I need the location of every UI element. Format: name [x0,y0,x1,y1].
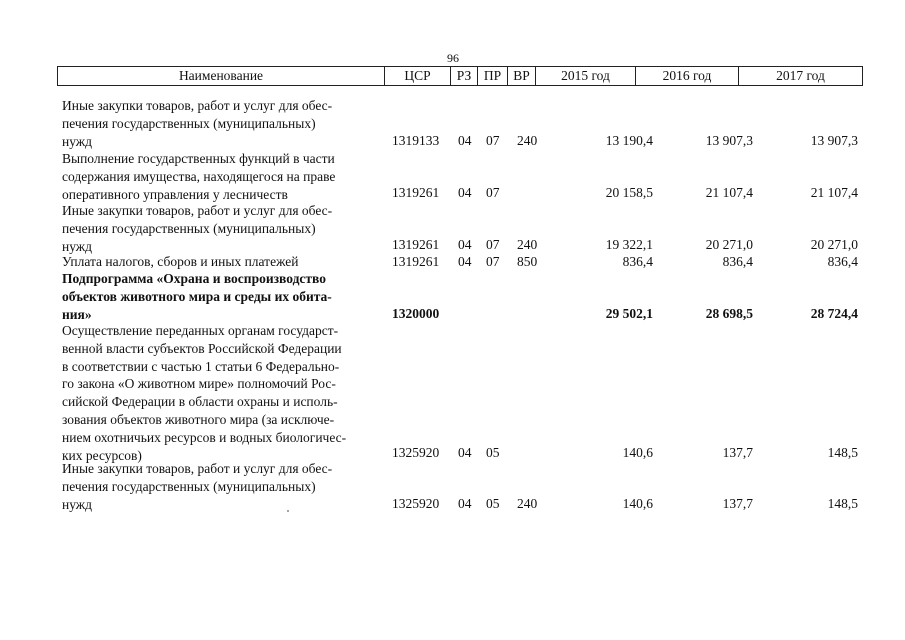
row-rz: 04 [458,445,472,460]
row-csr: 1319261 [392,254,440,269]
row-2017: 148,5 [827,445,858,460]
row-2015: 836,4 [622,254,653,269]
row-2015: 13 190,4 [605,133,653,148]
row-rz: 04 [458,496,472,511]
row-csr: 1325920 [392,496,440,511]
row-2016: 28 698,5 [705,306,753,321]
row-2017: 20 271,0 [810,237,858,252]
row-2015: 29 502,1 [605,306,653,321]
header-2016: 2016 год [636,67,739,85]
row-name: Подпрограмма «Охрана и воспроизводство объектов животного мира и среды их обита- ния» [62,271,332,322]
row-2017: 21 107,4 [810,185,858,200]
row-name: Осуществление переданных органам государст- венной власти субъектов Российской Федерации в соответствии с частью 1 статьи 6 Федерально- го закона «О животном мире» полномочий Рос- сийской Федерации в области охраны и исполь- зования объектов животного мира (за исключе- нием охотничьих ресурсов и водных биологичес- ких ресурсов) [62,323,347,463]
row-2017: 13 907,3 [810,133,858,148]
header-name: Наименование [58,67,385,85]
row-2016: 21 107,4 [705,185,753,200]
row-2015: 20 158,5 [605,185,653,200]
row-rz: 04 [458,254,472,269]
header-2015: 2015 год [536,67,636,85]
row-vr: 240 [517,133,538,148]
row-rz: 04 [458,133,472,148]
row-pr: 05 [486,445,500,460]
row-rz: 04 [458,185,472,200]
row-csr: 1319261 [392,185,440,200]
row-csr: 1325920 [392,445,440,460]
row-2015: 140,6 [622,445,653,460]
row-name: Иные закупки товаров, работ и услуг для обес- печения государственных (муниципальных) нужд [62,461,333,512]
row-name: Выполнение государственных функций в части содержания имущества, находящегося на праве оперативного управления у лесничеств [62,151,336,202]
row-2017: 28 724,4 [810,306,858,321]
row-csr: 1320000 [392,306,440,321]
header-2017: 2017 год [776,68,825,83]
row-2016: 20 271,0 [705,237,753,252]
row-pr: 07 [486,133,500,148]
row-2016: 13 907,3 [705,133,753,148]
row-csr: 1319133 [392,133,440,148]
row-pr: 05 [486,496,500,511]
row-2016: 836,4 [722,254,753,269]
row-pr: 07 [486,185,500,200]
row-name: Иные закупки товаров, работ и услуг для обес- печения государственных (муниципальных) нужд [62,98,333,149]
header-pr: ПР [478,67,508,85]
row-2016: 137,7 [722,496,753,511]
row-2016: 137,7 [722,445,753,460]
row-rz: 04 [458,237,472,252]
table-header [57,66,863,86]
header-vr: ВР [508,67,536,85]
row-name: Уплата налогов, сборов и иных платежей [62,254,299,269]
row-csr: 1319261 [392,237,440,252]
row-2017: 836,4 [827,254,858,269]
row-pr: 07 [486,254,500,269]
row-2015: 19 322,1 [605,237,653,252]
row-2015: 140,6 [622,496,653,511]
row-vr: 850 [517,254,538,269]
scan-speck [287,510,289,512]
row-vr: 240 [517,237,538,252]
row-pr: 07 [486,237,500,252]
row-name: Иные закупки товаров, работ и услуг для обес- печения государственных (муниципальных) нужд [62,203,333,254]
row-2017: 148,5 [827,496,858,511]
row-vr: 240 [517,496,538,511]
page-number: 96 [447,51,459,65]
header-rz: РЗ [451,67,478,85]
header-csr: ЦСР [385,67,451,85]
